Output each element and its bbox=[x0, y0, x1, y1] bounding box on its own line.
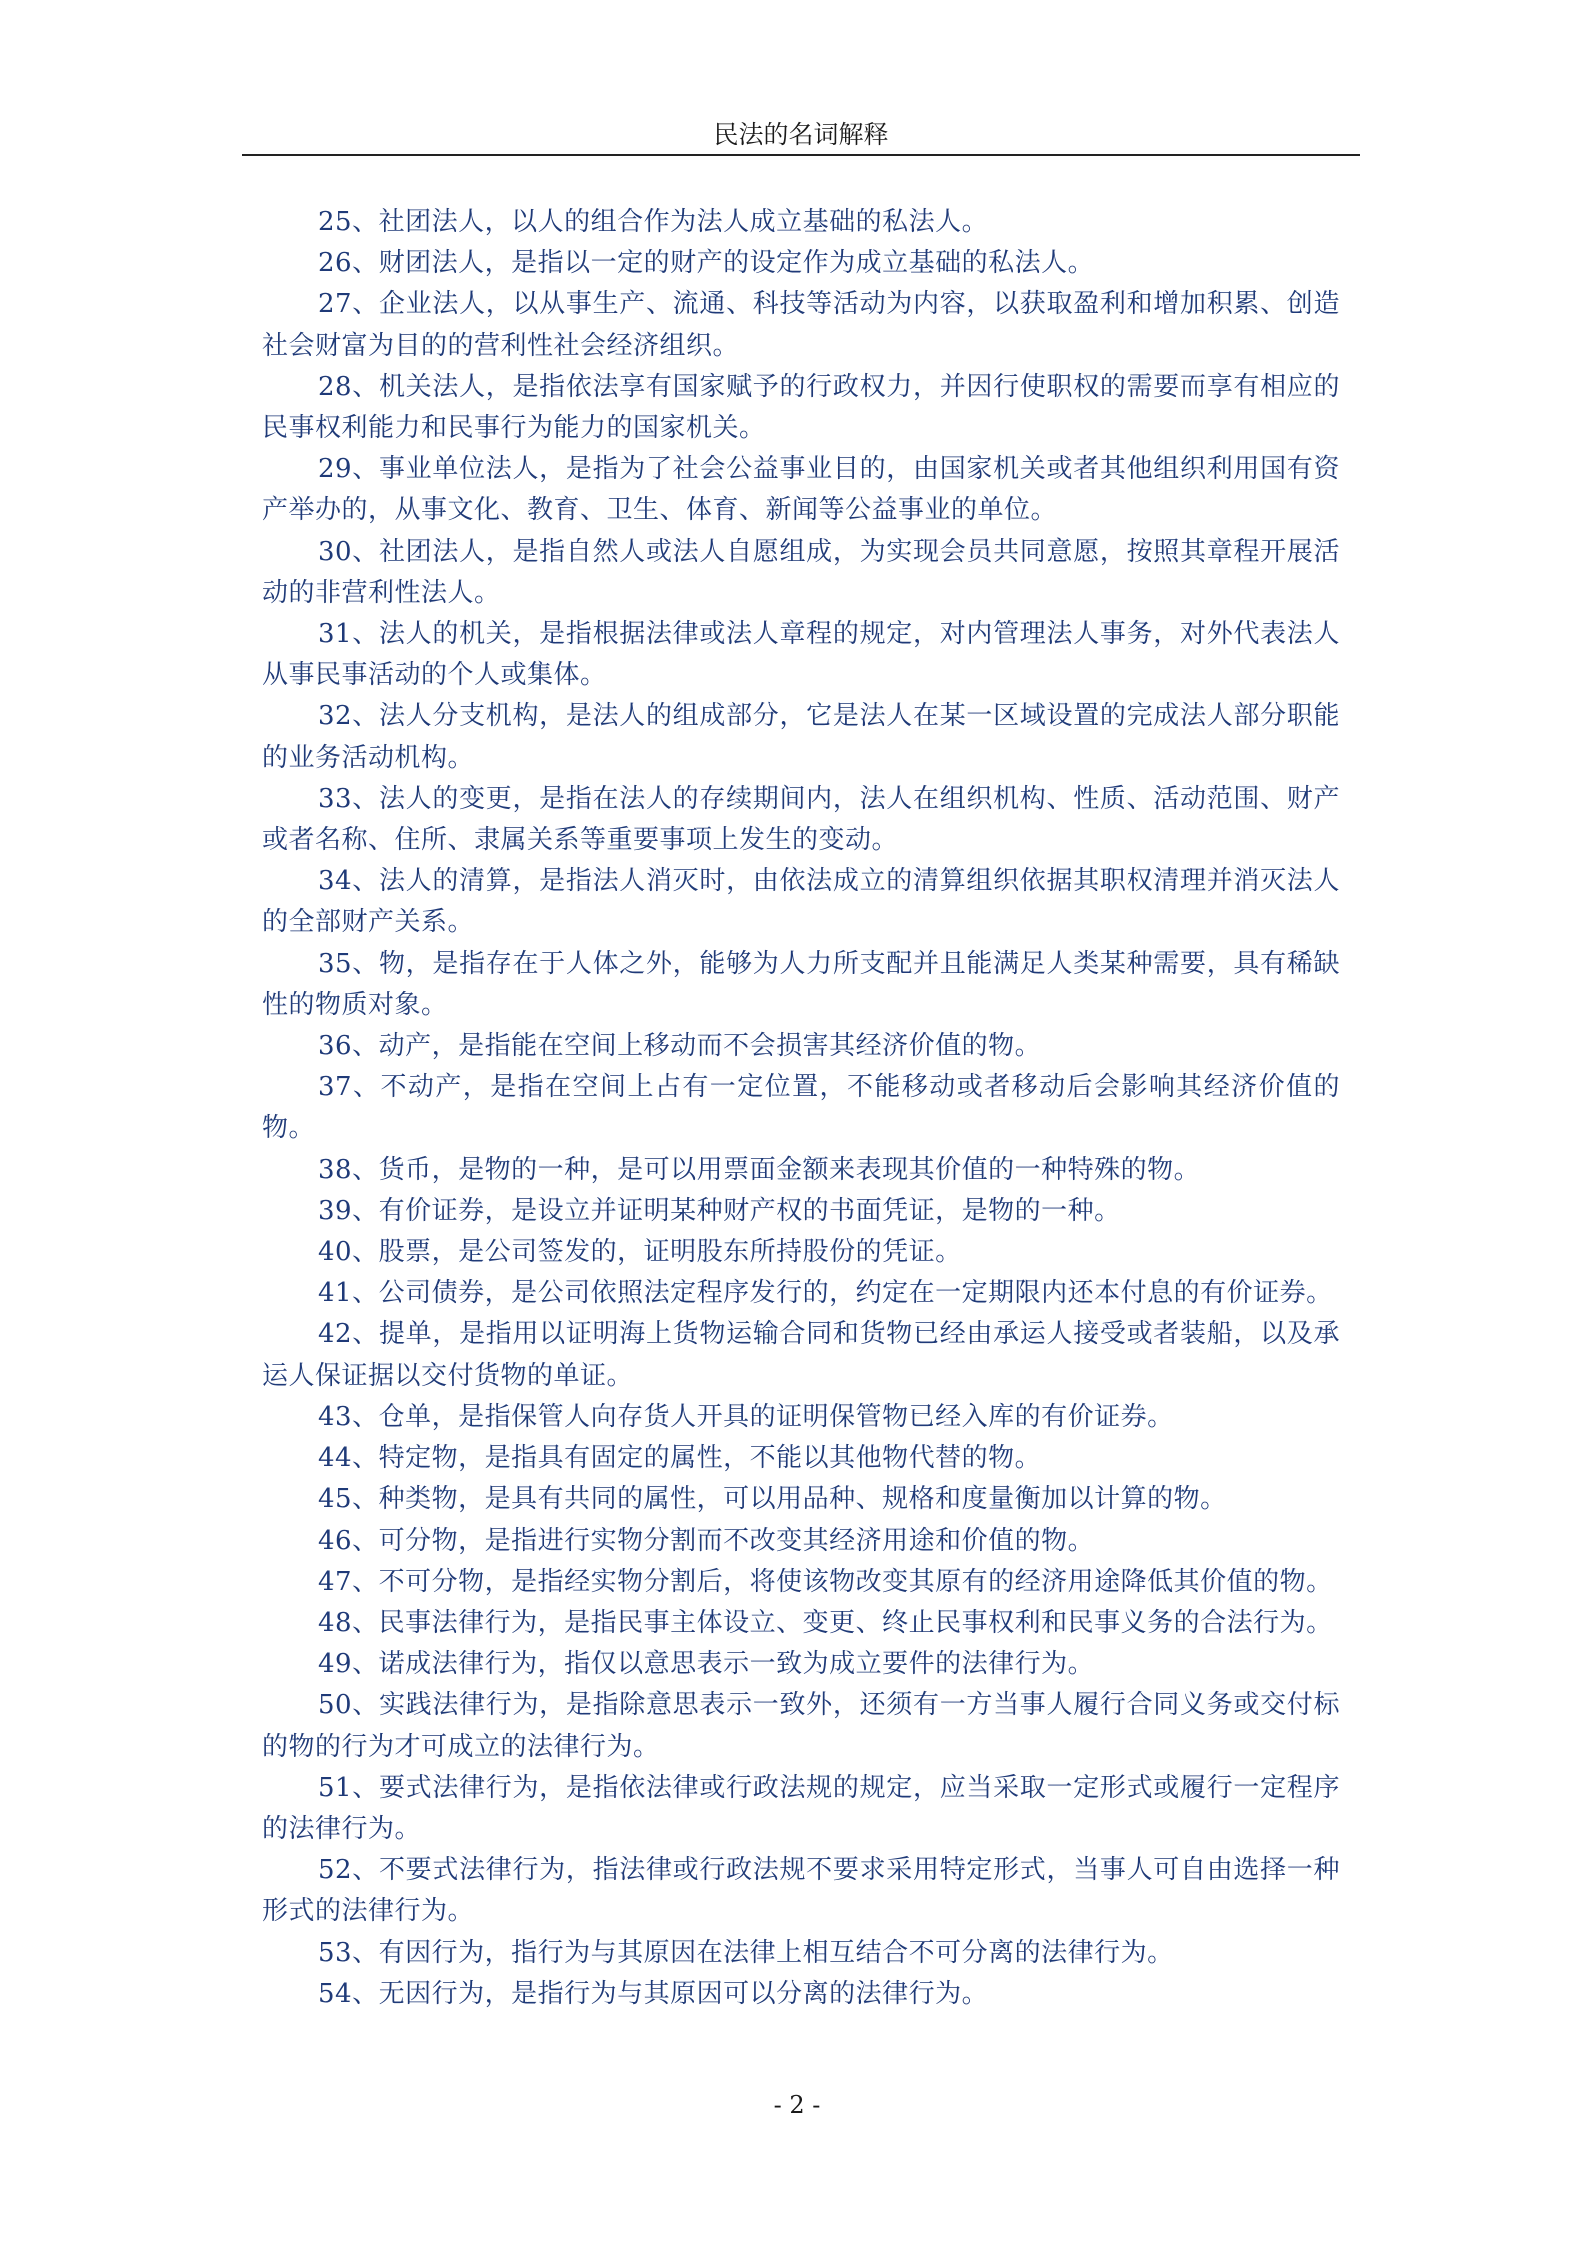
definition-entry: 30、社团法人，是指自然人或法人自愿组成，为实现会员共同意愿，按照其章程开展活动的非营利性法人。 bbox=[262, 536, 1340, 608]
definition-entry: 25、社团法人，以人的组合作为法人成立基础的私法人。 bbox=[318, 207, 989, 237]
definition-entry: 46、可分物，是指进行实物分割而不改变其经济用途和价值的物。 bbox=[318, 1525, 1095, 1556]
definition-entry: 33、法人的变更，是指在法人的存续期间内，法人在组织机构、性质、活动范围、财产或者名称、住所、隶属关系等重要事项上发生的变动。 bbox=[262, 783, 1340, 856]
definition-entry: 53、有因行为，指行为与其原因在法律上相互结合不可分离的法律行为。 bbox=[318, 1937, 1174, 1968]
definition-entry: 49、诺成法律行为，指仅以意思表示一致为成立要件的法律行为。 bbox=[318, 1649, 1095, 1680]
definition-entry: 40、股票，是公司签发的，证明股东所持股份的凭证。 bbox=[318, 1237, 962, 1268]
page-number: - 2 - bbox=[773, 2091, 821, 2119]
definition-entry: 35、物，是指存在于人体之外，能够为人力所支配并且能满足人类某种需要，具有稀缺性的物质对象。 bbox=[262, 948, 1340, 1020]
definition-entry: 39、有价证券，是设立并证明某种财产权的书面凭证，是物的一种。 bbox=[318, 1195, 1121, 1226]
definition-entry: 37、不动产，是指在空间上占有一定位置，不能移动或者移动后会影响其经济价值的物。 bbox=[262, 1072, 1340, 1144]
definition-entry: 47、不可分物，是指经实物分割后，将使该物改变其原有的经济用途降低其价值的物。 bbox=[318, 1566, 1333, 1597]
definition-entry: 42、提单，是指用以证明海上货物运输合同和货物已经由承运人接受或者装船，以及承运人保证据以交付货物的单证。 bbox=[262, 1319, 1340, 1391]
definition-entry: 54、无因行为，是指行为与其原因可以分离的法律行为。 bbox=[318, 1978, 989, 2009]
definition-entry: 31、法人的机关，是指根据法律或法人章程的规定，对内管理法人事务，对外代表法人从事民事活动的个人或集体。 bbox=[262, 619, 1340, 691]
header-divider bbox=[242, 154, 1360, 156]
definition-entry: 29、事业单位法人，是指为了社会公益事业目的，由国家机关或者其他组织利用国有资产举办的，从事文化、教育、卫生、体育、新闻等公益事业的单位。 bbox=[262, 454, 1340, 526]
definition-entry: 41、公司债券，是公司依照法定程序发行的，约定在一定期限内还本付息的有价证券。 bbox=[318, 1278, 1333, 1309]
definition-entry: 26、财团法人，是指以一定的财产的设定作为成立基础的私法人。 bbox=[318, 248, 1095, 279]
definition-entry: 48、民事法律行为，是指民事主体设立、变更、终止民事权利和民事义务的合法行为。 bbox=[318, 1607, 1333, 1638]
definition-entry: 38、货币，是物的一种，是可以用票面金额来表现其价值的一种特殊的物。 bbox=[318, 1154, 1201, 1185]
definition-entry: 51、要式法律行为，是指依法律或行政法规的规定，应当采取一定形式或履行一定程序的法律行为。 bbox=[262, 1772, 1340, 1844]
definition-entry: 28、机关法人，是指依法享有国家赋予的行政权力，并因行使职权的需要而享有相应的民事权利能力和民事行为能力的国家机关。 bbox=[262, 371, 1340, 444]
definition-entry: 36、动产，是指能在空间上移动而不会损害其经济价值的物。 bbox=[318, 1031, 1042, 1062]
document-body bbox=[262, 202, 1340, 2015]
definition-entry: 50、实践法律行为，是指除意思表示一致外，还须有一方当事人履行合同义务或交付标的物的行为才可成立的法律行为。 bbox=[262, 1690, 1340, 1762]
definition-entry: 43、仓单，是指保管人向存货人开具的证明保管物已经入库的有价证券。 bbox=[318, 1401, 1174, 1432]
definition-entry: 45、种类物，是具有共同的属性，可以用品种、规格和度量衡加以计算的物。 bbox=[318, 1484, 1227, 1515]
page-header-title: 民法的名词解释 bbox=[713, 120, 889, 149]
definition-entry: 27、企业法人，以从事生产、流通、科技等活动为内容，以获取盈利和增加积累、创造社会财富为目的的营利性社会经济组织。 bbox=[262, 289, 1340, 361]
definition-entry: 34、法人的清算，是指法人消灭时，由依法成立的清算组织依据其职权清理并消灭法人的全部财产关系。 bbox=[262, 866, 1340, 938]
definition-entry: 32、法人分支机构，是法人的组成部分，它是法人在某一区域设置的完成法人部分职能的业务活动机构。 bbox=[262, 701, 1340, 773]
definition-entry: 52、不要式法律行为，指法律或行政法规不要求采用特定形式，当事人可自由选择一种形式的法律行为。 bbox=[262, 1855, 1340, 1927]
definition-entry: 44、特定物，是指具有固定的属性，不能以其他物代替的物。 bbox=[318, 1443, 1042, 1474]
